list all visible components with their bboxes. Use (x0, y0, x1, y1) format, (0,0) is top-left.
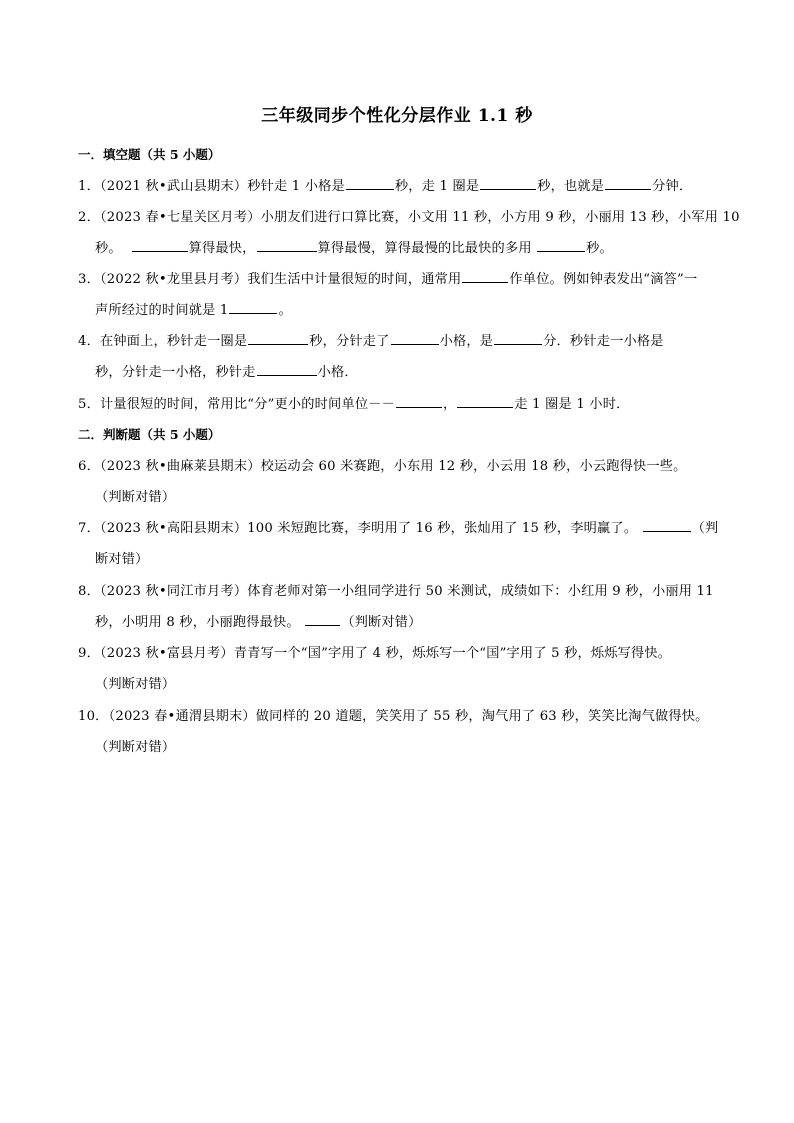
answer-blank[interactable] (229, 301, 277, 314)
answer-blank[interactable] (257, 239, 317, 252)
answer-blank[interactable] (462, 270, 508, 283)
answer-blank[interactable] (346, 177, 394, 190)
question-4: 4．在钟面上，秒针走一圈是 秒，分针走了 小格，是 分．秒针走一小格是 (78, 334, 664, 349)
answer-blank[interactable] (480, 177, 536, 190)
page-title: 三年级同步个性化分层作业 1.1 秒 (261, 106, 533, 126)
question-10-judge: （判断对错） (95, 740, 176, 755)
answer-blank[interactable] (457, 395, 513, 408)
question-2-cont: 秒。 算得最快， 算得最慢，算得最慢的比最快的多用 秒。 (95, 241, 613, 256)
question-9: 9．（2023 秋•富县月考）青青写一个“国”字用了 4 秒，烁烁写一个“国”字用了 5 秒，烁烁写得快。 (78, 646, 672, 661)
question-1: 1．（2021 秋•武山县期末）秒针走 1 小格是 秒，走 1 圈是 秒，也就是 分钟． (78, 179, 693, 194)
answer-blank[interactable] (132, 239, 188, 252)
question-7: 7．（2023 秋•高阳县期末）100 米短跑比赛，李明用了 16 秒，张灿用了 15 秒，李明赢了。 （判 (78, 521, 719, 536)
question-3-cont: 声所经过的时间就是 1 。 (95, 303, 292, 318)
question-6-judge: （判断对错） (95, 490, 176, 505)
question-5: 5．计量很短的时间，常用比“分”更小的时间单位－－ ， 走 1 圈是 1 小时． (78, 397, 630, 412)
question-6: 6．（2023 秋•曲麻莱县期末）校运动会 60 米赛跑，小东用 12 秒，小云用 18 秒，小云跑得快一些。 (78, 459, 687, 474)
question-10: 10．（2023 春•通渭县期末）做同样的 20 道题，笑笑用了 55 秒，淘气用了 63 秒，笑笑比淘气做得快。 (78, 709, 709, 724)
answer-blank[interactable] (396, 395, 442, 408)
answer-blank[interactable] (257, 363, 317, 376)
question-2: 2．（2023 春•七星关区月考）小朋友们进行口算比赛，小文用 11 秒，小方用 9 秒，小丽用 13 秒，小军用 10 (78, 210, 740, 225)
answer-blank[interactable] (248, 332, 308, 345)
answer-blank[interactable] (494, 332, 542, 345)
answer-blank[interactable] (305, 613, 340, 626)
question-4-cont: 秒，分针走一小格，秒针走 小格． (95, 365, 358, 380)
question-3: 3．（2022 秋•龙里县月考）我们生活中计量很短的时间，通常用 作单位。例如钟表发出“滴答”一 (78, 272, 698, 287)
answer-blank[interactable] (605, 177, 651, 190)
section-heading-true-false: 二．判断题（共 5 小题） (78, 427, 221, 442)
answer-blank[interactable] (537, 239, 585, 252)
question-8: 8．（2023 秋•同江市月考）体育老师对第一小组同学进行 50 米测试，成绩如下：小红用 9 秒，小丽用 11 (78, 584, 714, 599)
question-9-judge: （判断对错） (95, 677, 176, 692)
answer-blank[interactable] (391, 332, 439, 345)
section-heading-fill-blank: 一．填空题（共 5 小题） (78, 147, 221, 162)
question-7-judge: 断对错） (95, 552, 149, 567)
question-8-cont: 秒，小明用 8 秒，小丽跑得最快。 （判断对错） (95, 615, 422, 630)
answer-blank[interactable] (643, 519, 691, 532)
